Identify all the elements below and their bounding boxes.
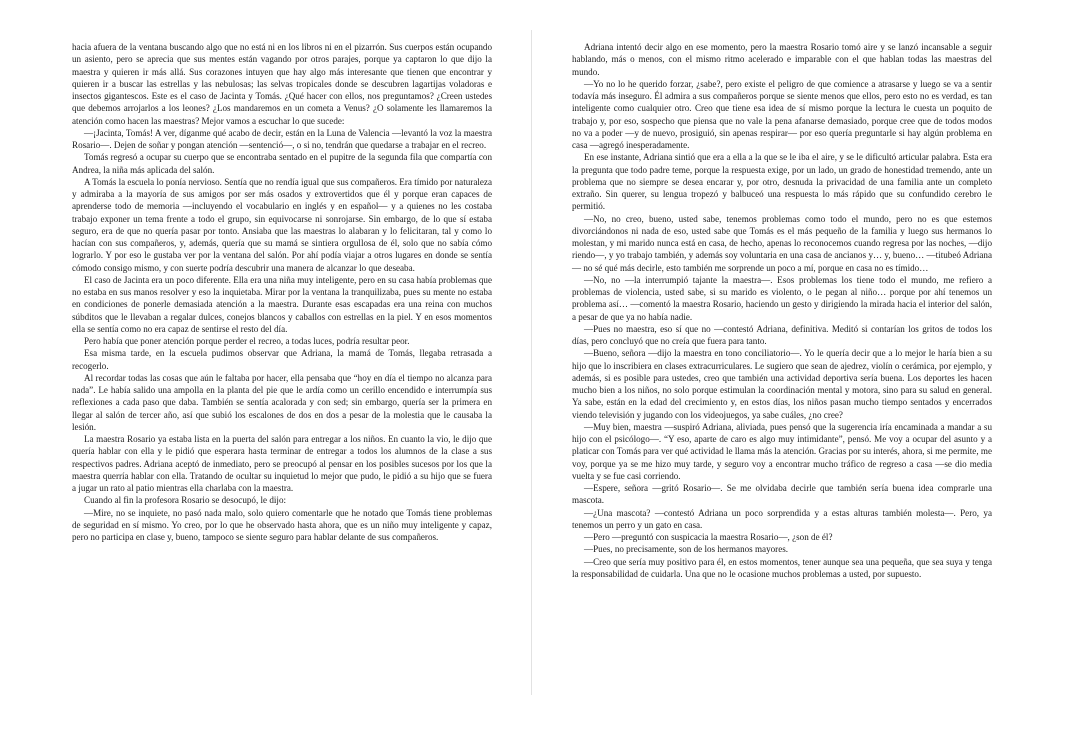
paragraph: En ese instante, Adriana sintió que era a ella a la que se le iba el aire, y se le dificultó articular palabra. Esta era la pregunta que todo padre teme, porque la respuesta exige, por un lado, un grado de honestidad tremendo, ante un problema que no siempre se desea encarar y, por otro, desnuda la privacidad de una familia ante un completo extraño. Sin querer, su lengua tropezó y balbuceó una respuesta lo más rápido que su confundido cerebro le permitió. bbox=[572, 152, 992, 212]
paragraph: —Mire, no se inquiete, no pasó nada malo, solo quiero comentarle que he notado que Tomás tiene problemas de seguridad en sí mismo. Yo creo, por lo que he observado hasta ahora, que es un niño muy inteligente y capaz, pero no participa en clase y, bueno, tampoco se siente seguro para hablar delante de sus compañeros. bbox=[72, 507, 492, 542]
paragraph: —Espere, señora —gritó Rosario—. Se me olvidaba decirle que también sería buena idea comprarle una mascota. bbox=[572, 483, 992, 506]
paragraph: —Creo que sería muy positivo para él, en estos momentos, tener aunque sea una pequeña, que sea suya y tenga la responsabilidad de cuidarla. Una que no le ocasione muchos problemas a usted, por supuesto. bbox=[572, 556, 992, 579]
paragraph: Pero había que poner atención porque perder el recreo, a todas luces, podría resultar peor. bbox=[84, 336, 410, 346]
paragraph: —No, no —la interrumpió tajante la maestra—. Esos problemas los tiene todo el mundo, me refiero a problemas de violencia, usted sabe, si su marido es violento, o le pegan al niño… porque por ahí tenemos un problema así… —comentó la maestra Rosario, haciendo un gesto y dirigiendo la mirada hacia el interior del salón, a pesar de que ya no había nadie. bbox=[572, 274, 992, 322]
paragraph: —¿Una mascota? —contestó Adriana un poco sorprendida y a estas alturas también molesta—. Pero, ya tenemos un perro y un gato en casa. bbox=[572, 507, 992, 530]
paragraph: hacia afuera de la ventana buscando algo que no está ni en los libros ni en el pizarrón. Sus cuerpos están ocupando un asiento, pero se aprecia que sus mentes están vagando por otros parajes, porque ya captaron lo que dijo la maestra y quieren ir más allá. Sus corazones intuyen que hay algo más interesante que tienen que encontrar y quieren ir a buscar las estrellas y las nebulosas; las selvas tropicales donde se descubren lagartijas voladoras e insectos gigantescos. Este es el caso de Jacinta y Tomás. ¿Qué hacer con ellos, nos preguntamos? ¿Creen ustedes que debemos arrojarlos a los leones? ¿Los mandaremos en un cometa a Venus? ¿O solamente les llamaremos la atención como hacen las maestras? Mejor vamos a escuchar lo que sucede: bbox=[72, 42, 492, 126]
paragraph: —¡Jacinta, Tomás! A ver, díganme qué acabo de decir, están en la Luna de Valencia —levantó la voz la maestra Rosario—. Dejen de soñar y pongan atención —sentenció—, o si no, tendrán que quedarse a trabajar en el recreo. bbox=[72, 127, 492, 150]
paragraph: Tomás regresó a ocupar su cuerpo que se encontraba sentado en el pupitre de la segunda fila que compartía con Andrea, la niña más aplicada del salón. bbox=[72, 152, 492, 175]
paragraph: —Pues no maestra, eso sí que no —contestó Adriana, definitiva. Meditó si contarían los gritos de todos los días, pero concluyó que no creía que fuera para tanto. bbox=[572, 323, 992, 346]
paragraph: —Pero —preguntó con suspicacia la maestra Rosario—, ¿son de él? bbox=[584, 532, 833, 542]
paragraph: —Yo no lo he querido forzar, ¿sabe?, pero existe el peligro de que comience a atrasarse y luego se va a sentir todavía más inseguro. Él admira a sus compañeros porque se siente menos que ellos, pero esto no es verdad, es tan inteligente como cualquier otro. Creo que tiene esa idea de sí mismo porque la lectura le cuesta un poquito de trabajo y, por eso, sospecho que piensa que no vale la pena afanarse demasiado, porque cree que de todos modos no va a poder —y de nuevo, prosiguió, sin apenas respirar— por eso quería preguntarle si hay algún problema en casa —agregó inesperadamente. bbox=[572, 78, 992, 150]
right-page bbox=[572, 41, 992, 580]
paragraph: —No, no creo, bueno, usted sabe, tenemos problemas como todo el mundo, pero no es que estemos divorciándonos ni nada de eso, usted sabe que Tomás es el más pequeño de la familia y luego sus hermanos lo molestan, y mi marido nunca está en casa, de hecho, apenas lo reconocemos cuando regresa por las noches, —dijo riendo—, y yo trabajo también, y además soy voluntaria en una casa de ancianos y… y, bueno… —titubeó Adriana— no sé qué más decirle, esto también me sorprende un poco a mí, porque en casa no es tímido… bbox=[572, 213, 992, 273]
paragraph: Esa misma tarde, en la escuela pudimos observar que Adriana, la mamá de Tomás, llegaba retrasada a recogerlo. bbox=[72, 348, 492, 371]
paragraph: A Tomás la escuela lo ponía nervioso. Sentía que no rendía igual que sus compañeros. Era tímido por naturaleza y admiraba a la mayoría de sus amigos por ser más osados y extrovertidos que él y porque eran capaces de aprenderse todo de memoria —incluyendo el vocabulario en inglés y en español— y a quienes no les costaba trabajo exponer un tema frente a todo el grupo, sin equivocarse ni sonrojarse. Sin embargo, de lo que sí estaba seguro, era de que no quería pasar por tonto. Ansiaba que las maestras lo alabaran y lo felicitaran, tal y como lo hacían con sus compañeros, y, además, quería que su mamá se sintiera orgullosa de él, solo que no sabía cómo lograrlo. Y por eso le gustaba ver por la ventana del salón. Por ahí podía viajar a otros lugares en donde se sentía cómodo consigo mismo, y con suerte podría descubrir una manera de alcanzar lo que deseaba. bbox=[72, 176, 492, 273]
paragraph: La maestra Rosario ya estaba lista en la puerta del salón para entregar a los niños. En cuanto la vio, le dijo que quería hablar con ella y le pidió que esperara hasta terminar de entregar a todos los alumnos de la clase a sus respectivos padres. Adriana aceptó de inmediato, pero se preocupó al pensar en los posibles sucesos por los que la maestra querría hablar con ella. Tratando de ocultar su inquietud lo mejor que pudo, le pidió a su hijo que se fuera a jugar un rato al patio mientras ella charlaba con la maestra. bbox=[72, 434, 492, 493]
paragraph: Adriana intentó decir algo en ese momento, pero la maestra Rosario tomó aire y se lanzó incansable a seguir hablando, más o menos, con el mismo ritmo acelerado e imparable con el que hablan todas las maestras del mundo. bbox=[572, 42, 992, 77]
paragraph: —Muy bien, maestra —suspiró Adriana, aliviada, pues pensó que la sugerencia iría encaminada a mandar a su hijo con el psicólogo—. “Y eso, aparte de caro es algo muy intimidante”, pensó. Me voy a ocupar del asunto y a platicar con Tomás para ver qué actividad le llama más la atención. Gracias por su interés, ahora, si me permite, me voy, porque ya se me hizo muy tarde, y seguro voy a encontrar mucho tráfico de regreso a casa —se dio media vuelta y se fue casi corriendo. bbox=[572, 421, 992, 481]
paragraph: —Pues, no precisamente, son de los hermanos mayores. bbox=[584, 544, 789, 555]
page-gutter-divider bbox=[531, 30, 532, 695]
paragraph: —Bueno, señora —dijo la maestra en tono conciliatorio—. Yo le quería decir que a lo mejor le haría bien a su hijo que lo inscribiera en clases extracurriculares. Le sugiero que sean de ajedrez, violín o cerámica, por ejemplo, y además, si es posible para ustedes, creo que también una actividad deportiva sería buena. Los deportes les hacen mucho bien a los niños, no solo porque estimulan la coordinación mental y motora, sino para su salud en general. Ya sabe, están en la edad del crecimiento y, en estos días, los niños pasan mucho tiempo sentados y encerrados viendo televisión y jugando con los videojuegos, ya sabe cuáles, ¿no cree? bbox=[572, 348, 992, 420]
paragraph: Al recordar todas las cosas que aún le faltaba por hacer, ella pensaba que “hoy en día el tiempo no alcanza para nada”. Le había salido una ampolla en la planta del pie que le ardía como un cerillo encendido e interrumpía sus reflexiones a cada paso que daba. También se sentía acalorada y con sed; sin embargo, quería ser la primera en llegar al salón de tercer año, así que subió los escalones de dos en dos a pesar de la molestia que le causaba la lesión. bbox=[72, 372, 492, 432]
left-page bbox=[72, 41, 492, 543]
paragraph: Cuando al fin la profesora Rosario se desocupó, le dijo: bbox=[84, 495, 287, 506]
paragraph: El caso de Jacinta era un poco diferente. Ella era una niña muy inteligente, pero en su casa había problemas que no estaba en sus manos resolver y eso la inquietaba. Mirar por la ventana la tranquilizaba, pues su mente no estaba en condiciones de ponerle demasiada atención a la maestra. Durante esas escapadas era una reina con muchos súbditos que le llevaban a regalar dulces, conejos blancos y caballos con estrellas en la piel. Y en esos momentos ella se sentía como no era capaz de sentirse el resto del día. bbox=[72, 274, 492, 334]
